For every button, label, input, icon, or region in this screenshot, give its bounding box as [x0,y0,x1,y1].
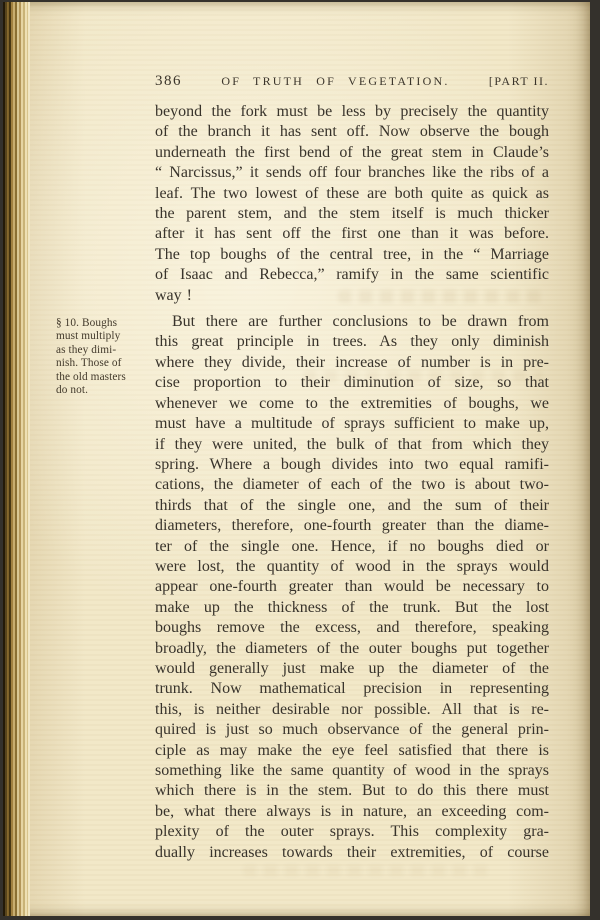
margin-note [56,317,155,397]
book-page [3,2,590,916]
ink-bleedthrough-smudge [243,865,493,876]
body-text [155,102,549,863]
text-line: which there is in the stem. But to do this there must [155,782,549,800]
text-line: ciple as may make the eye feel satisfied that there is [155,741,549,759]
text-line: leaf. The two lowest of these are both quite as quick as [155,184,549,202]
text-line: the old masters [56,370,126,383]
paragraph-1 [155,102,549,306]
text-line: way ! [155,286,192,304]
text-line: this, is neither desirable nor possible. All that is re- [155,700,549,718]
text-line: cise proportion to their diminution of size, so that [155,374,549,392]
text-line: dually increases towards their extremities, of course [155,843,549,861]
text-line: as they dimi- [56,343,117,356]
page-header [155,73,549,90]
text-line: quired is just so much observance of the general prin- [155,721,549,739]
text-line: boughs remove the excess, and therefore, speaking [155,619,549,637]
text-line: broadly, the diameters of the outer boughs put together [155,639,549,657]
text-line: be, what there always is in nature, an exceeding com- [155,802,549,820]
text-line: beyond the fork must be less by precisely the quantity [155,103,549,120]
page-number: 386 [155,73,182,89]
text-line: whenever we come to the extremities of boughs, we [155,394,549,412]
text-line: thirds that of the single one, and the sum of their [155,496,549,514]
text-line: The top boughs of the central tree, in the “ Marriage [155,245,549,263]
text-line: something like the same quantity of wood in the sprays [155,762,549,779]
text-line: underneath the first bend of the great stem in Claude’s [155,143,549,161]
text-line: if they were united, the bulk of that from which they [155,435,549,453]
text-line: appear one-fourth greater than would be necessary to [155,578,549,596]
text-line: the parent stem, and the stem itself is much thicker [155,205,549,223]
text-line: § 10. Boughs [56,317,118,329]
text-line: “ Narcissus,” it sends off four branches like the ribs of a [155,164,549,182]
text-line: plexity of the outer sprays. This complexity gra- [155,823,549,841]
text-line: diameters, therefore, one-fourth greater than the diame- [155,517,549,535]
text-line: trunk. Now mathematical precision in representing [155,680,549,698]
text-line: must multiply [56,330,121,343]
text-line: would generally just make up the diameter of the [155,659,549,677]
book-gutter-page-edges [3,2,30,916]
text-line: make up the thickness of the trunk. But the lost [155,598,549,616]
text-line: cations, the diameter of each of the two is about two- [155,476,549,494]
paragraph-2 [155,312,549,863]
text-line: ter of the single one. Hence, if no boughs died or [155,537,549,555]
running-title: OF TRUTH OF VEGETATION. [221,74,450,88]
text-line: must have a multitude of sprays sufficient to make up, [155,415,549,433]
text-line: nish. Those of [56,357,122,370]
text-line: were lost, the quantity of wood in the sprays would [155,557,549,575]
text-line: do not. [56,384,89,397]
text-line: where they divide, their increase of number is in pre- [155,353,549,371]
text-line: of the branch it has sent off. Now observe the bough [155,123,549,141]
text-line: after it has sent off the first one than it was before. [155,225,549,243]
text-line: But there are further conclusions to be drawn from [172,313,549,331]
text-line: of Isaac and Rebecca,” ramify in the same scientific [155,266,549,284]
text-line: spring. Where a bough divides into two equal ramifi- [155,455,549,473]
text-line: this great principle in trees. As they only diminish [155,333,549,351]
part-label: [PART II. [488,74,549,88]
